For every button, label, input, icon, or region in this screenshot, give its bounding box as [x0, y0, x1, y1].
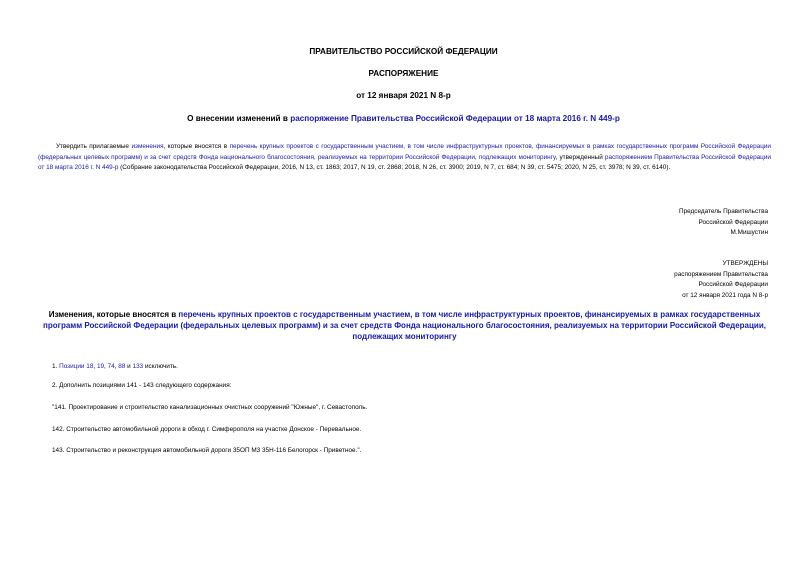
title-link[interactable]: распоряжение Правительства Российской Федерации от 18 марта 2016 г. N 449-р: [290, 114, 620, 123]
position-18-link[interactable]: Позиции 18: [59, 363, 94, 370]
approval-country: Российской Федерации: [698, 281, 768, 289]
body-text-2: , которые вносятся в: [163, 143, 230, 150]
approval-block: [568, 259, 768, 301]
item1-separator-2: ,: [104, 363, 108, 370]
body-text-3: , утвержденный: [555, 153, 605, 161]
list-item-142: 142. Строительство автомобильной дороги в обход г. Симферополя на участке Донское - Перевальное.: [52, 426, 362, 433]
changes-link[interactable]: изменения: [131, 143, 164, 150]
body-text-4: (Собрание законодательства Российской Федерации, 2016, N 13, ст. 1863; 2017, N 19, ст. 2868; 2018, N 26, ст. 3900; 2019, N 7, ст. 684; N 39, ст. 5475; 2020, N 25, ст. 3978; N 39, ст. 6140).: [118, 164, 671, 172]
changes-title: [40, 309, 769, 342]
position-74-link[interactable]: 74: [107, 363, 115, 370]
approval-by: распоряжением Правительства: [674, 270, 768, 278]
list-item-143: 143. Строительство и реконструкция автомобильной дороги 35ОП М3 35Н-116 Белогорск - Приветное.".: [52, 447, 362, 454]
government-heading: ПРАВИТЕЛЬСТВО РОССИЙСКОЙ ФЕДЕРАЦИИ: [309, 47, 498, 56]
document-title: [0, 114, 807, 123]
body-text-1: Утвердить прилагаемые: [56, 143, 132, 150]
signature-block: [568, 207, 768, 239]
approval-date: от 12 января 2021 года N 8-р: [682, 291, 768, 299]
position-88-link[interactable]: 88: [118, 363, 126, 370]
signature-country: Российской Федерации: [698, 218, 768, 226]
order-449-link[interactable]: распоряжением Правительства Российской Федерации от 18 марта 2016 г. N 449-р: [38, 153, 771, 172]
projects-list-link[interactable]: перечень крупных проектов с государственным участием, в том числе инфраструктурных проектов, финансируемых в рамках государственных программ Российской Федерации (федеральных целевых программ) и за счет средств Фонда национального благосостояния, реализуемых на территории Российской Федерации, подлежащих мониторингу: [38, 143, 772, 161]
list-item-2: 2. Дополнить позициями 141 - 143 следующего содержания:: [52, 382, 232, 389]
body-paragraph: [38, 142, 771, 174]
changes-title-prefix: Изменения, которые вносятся в: [48, 310, 179, 319]
item1-separator-4: и: [125, 363, 133, 370]
position-133-link[interactable]: 133: [132, 363, 144, 370]
item1-separator-3: ,: [114, 363, 119, 370]
item1-separator-1: ,: [93, 363, 97, 370]
item1-ending: исключить.: [143, 363, 178, 370]
signature-position: Председатель Правительства: [679, 208, 768, 215]
list-item-141: "141. Проектирование и строительство канализационных очистных сооружений "Южные", г. Севастополь.: [52, 404, 368, 411]
changes-title-link[interactable]: перечень крупных проектов с государственным участием, в том числе инфраструктурных проектов, финансируемых в рамках государственных программ Российской Федерации (федеральных целевых программ) и за счет средств Фонда национального благосостояния, реализуемых на территории Российской Федерации, подлежащих мониторингу: [43, 310, 766, 341]
item1-number: 1.: [52, 363, 60, 370]
position-19-link[interactable]: 19: [96, 363, 105, 370]
approval-status: УТВЕРЖДЕНЫ: [722, 260, 768, 267]
signature-name: М.Мишустин: [730, 229, 768, 237]
list-item-1: [52, 362, 752, 371]
document-type: РАСПОРЯЖЕНИЕ: [368, 69, 439, 78]
document-date-number: от 12 января 2021 N 8-р: [356, 91, 451, 100]
title-prefix: О внесении изменений в: [187, 114, 291, 123]
